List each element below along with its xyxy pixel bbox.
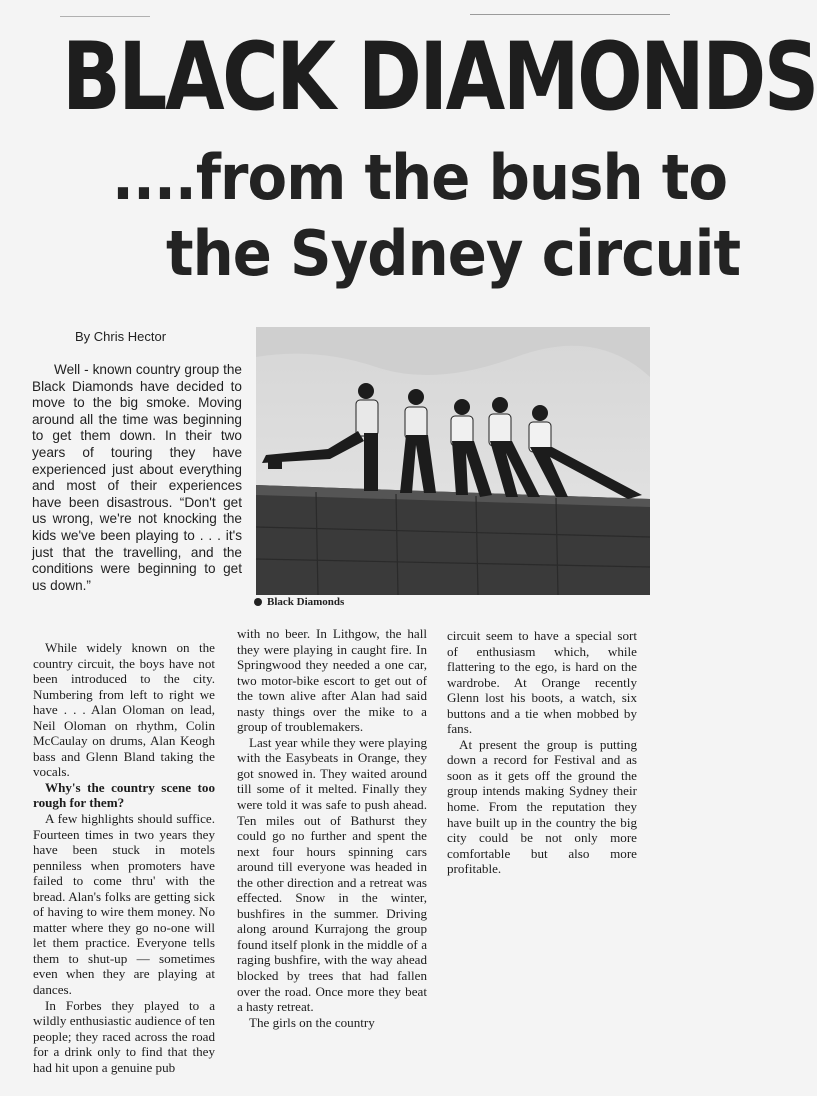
photo-caption	[254, 596, 344, 608]
body-paragraph: Last year while they were playing with the Easybeats in Orange, they got snowed in. They waited around till some of it melted. Finally they were told it was safe to push ahead. Ten miles out of Bathurst they could go no further and spent the next four hours spinning cars around till everyone was headed in the other direction and a retreat was effected. Snow in the winter, bushfires in the summer. Driving along around Kurrajong the group found itself plonk in the middle of a raging bushfire, with the way ahead blocked by trees that had fallen over the road. Once more they beat a hasty retreat.	[237, 734, 427, 1015]
caption-text: Black Diamonds	[267, 596, 345, 608]
byline: By Chris Hector	[75, 329, 167, 344]
caption-bullet-icon	[254, 598, 262, 606]
article-column-2	[237, 626, 427, 1076]
subheadline	[112, 140, 740, 292]
band-photo	[256, 327, 650, 595]
headline: BLACK DIAMONDS	[62, 23, 817, 132]
subheadline-line2: the Sydney circuit	[165, 217, 741, 290]
subheadline-line1: ....from the bush to	[112, 141, 728, 214]
body-paragraph: While widely known on the country circuit, the boys have not been introduced to the city. Numbering from left to right we have . . . Alan Oloman on lead, Neil Oloman on rhythm, Colin McCaulay on drums, Alan Keogh bass and Glenn Bland taking the vocals.	[33, 640, 215, 780]
body-paragraph: In Forbes they played to a wildly enthusiastic audience of ten people; they raced across the road for a drink only to find that they had hit upon a genuine pub	[33, 997, 215, 1075]
body-paragraph: circuit seem to have a special sort of enthusiasm which, while flattering to the ego, is hard on the wardrobe. At Orange recently Glenn lost his boots, a watch, six buttons and a tie when mobbed by fans.	[447, 628, 637, 737]
article-column-1	[33, 640, 215, 1074]
article-column-3	[447, 628, 637, 878]
body-paragraph: At present the group is putting down a record for Festival and as soon as it gets off the ground the group intends making Sydney their home. From the reputation they have built up in the country the big city could be not only more comfortable but also more profitable.	[447, 736, 637, 877]
page-edge-line	[470, 14, 670, 15]
page-edge-line	[60, 16, 150, 17]
body-paragraph: A few highlights should suffice. Fourteen times in two years they have been stuck in motels penniless when promoters have failed to come thru' with the bread. Alan's folks are getting sick of having to wire them money. No matter where they go no-one will let them practice. Everyone tells them to shut-up — sometimes even when they are playing at dances.	[33, 811, 215, 998]
body-paragraph: with no beer. In Lithgow, the hall they were playing in caught fire. In Springwood they needed a one car, two motor-bike escort to get out of the town alive after Alan had said nasty things over the mike to a group of troublemakers.	[237, 626, 427, 735]
lead-text: Well - known country group the Black Diamonds have decided to move to the big smoke. Moving around all the time was beginning to get them down. In their two years of touring they have experienced just about everything and most of their experiences have been disastrous. “Don't get us wrong, we're not knocking the kids we've been playing to . . . it's just that the travelling, and the conditions were beginning to get us down.”	[32, 362, 242, 593]
body-subheading: Why's the country scene too rough for them?	[33, 779, 215, 811]
lead-paragraph	[32, 362, 242, 594]
body-paragraph: The girls on the country	[249, 1014, 375, 1030]
